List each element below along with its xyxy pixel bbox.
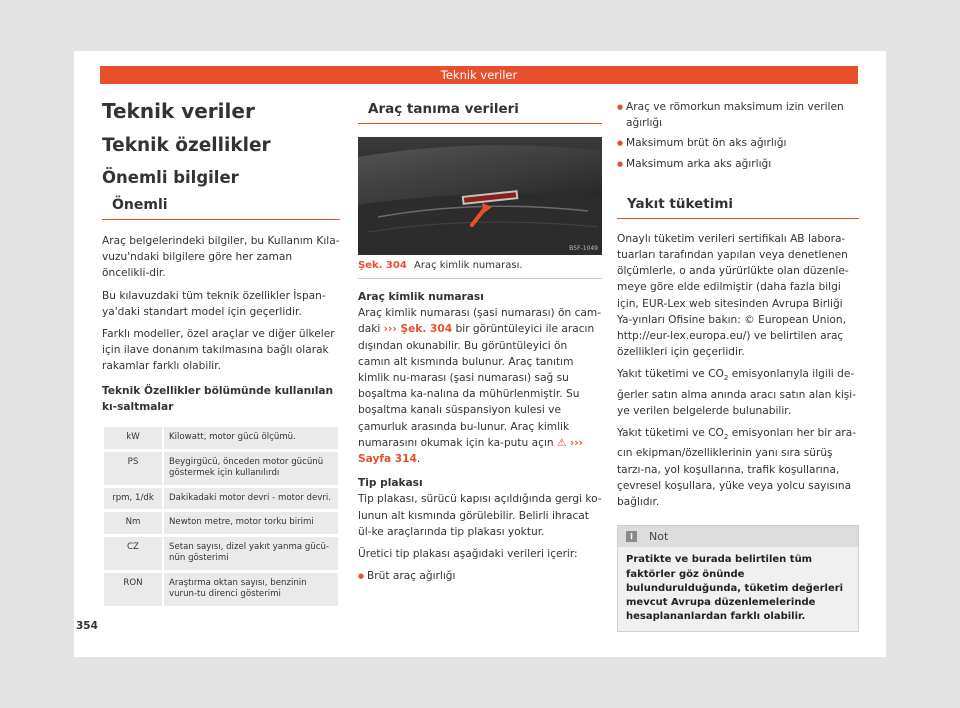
- vin-text-b: bir görüntüleyici ile aracın dışından okunabilir. Bu görüntüleyici ön camın alt kısmında bulunur. Araç tanıtım kimlik nu-marası (şasi numarası) sağ su boşaltma ka-nalına da mühürlenmiştir. Su boşaltma kanalı süspansiyon kulesi ve çamurluk arasında bu-lunur. Araç kimlik numarasını okumak için ka-putu açın: [358, 323, 595, 449]
- tip-paragraph-2: Üretici tip plakası aşağıdaki verileri içerir:: [358, 548, 578, 561]
- vin-figure: [358, 137, 602, 255]
- table-row: [103, 486, 339, 511]
- table-row: [103, 571, 339, 607]
- manual-page: [74, 51, 886, 657]
- abbrev-key: RON: [103, 571, 163, 607]
- title-h3: Önemli bilgiler: [102, 168, 239, 187]
- vin-text-a: Araç kimlik numarası (şasi numarası) ön cam-daki: [358, 307, 602, 336]
- abbrev-value: Dakikadaki motor devri - motor devri.: [163, 486, 339, 511]
- period: .: [416, 453, 421, 466]
- co2-subscript: 2: [723, 374, 729, 383]
- paragraph: Bu kılavuzdaki tüm teknik özellikler İspan-ya'daki standart model için geçerlidir.: [102, 289, 326, 318]
- note-text: Pratikte ve burada belirtilen tüm faktörler göz önünde bulundurulduğunda, tüketim değerleri mevcut Avrupa düzenlemelerinde hesaplananlardan farklı olabilir.: [618, 547, 858, 630]
- figure-link[interactable]: ››› Şek. 304: [383, 323, 453, 336]
- abbrev-value: Araştırma oktan sayısı, benzinin vurun-tu direnci gösterimi: [163, 571, 339, 607]
- abbrev-key: PS: [103, 450, 163, 486]
- list-item: ● Araç ve römorkun maksimum izin verilen ağırlığı: [617, 99, 859, 131]
- p3-text-b: emisyonları her bir ara-cın ekipman/özelliklerinin yanı sıra sürüş tarzı-na, yol koşullarına, trafik koşullarına, çevresel koşullara, yüke veya yolcu sayısına bağlıdır.: [617, 427, 857, 509]
- list-item: ● Brüt araç ağırlığı: [358, 568, 602, 584]
- abbrev-value: Beygirgücü, önceden motor gücünü göstermek için kullanılırdı: [163, 450, 339, 486]
- note-header: [618, 526, 858, 547]
- table-row: [103, 535, 339, 571]
- abbrev-value: Newton metre, motor torku birimi: [163, 511, 339, 536]
- paragraph: Onaylı tüketim verileri sertifikalı AB labora-tuarları tarafından yapılan veya denetlenen ölçümlerle, o anda yürürlükte olan düzenle-meye göre elde edilmiştir (daha fazla bilgi için, EUR-Lex web sitesinden Avrupa Birliği Ya-yınları Ofisine bakın: © European Union, http://eur-lex.europa.eu/) ve belirtilen araç özellikleri için geçerlidir.: [617, 232, 849, 359]
- section-title-vehicle-id: Araç tanıma verileri: [358, 101, 602, 124]
- vin-paragraph: [358, 305, 602, 467]
- paragraph: [617, 366, 859, 419]
- list-item: ● Maksimum brüt ön aks ağırlığı: [617, 135, 859, 151]
- paragraph: Farklı modeller, özel araçlar ve diğer ülkeler için ilave donanım takılmasına bağlı olarak rakamlar farklı olabilir.: [102, 328, 335, 373]
- figure-caption: [358, 260, 602, 279]
- title-h1: Teknik veriler: [102, 99, 255, 123]
- info-icon: i: [626, 531, 637, 542]
- table-title: Teknik Özellikler bölümünde kullanılan kı-saltmalar: [102, 384, 334, 413]
- page-number: 354: [76, 620, 98, 632]
- column-left: [102, 95, 340, 609]
- bullet-list: [617, 99, 859, 172]
- abbrev-key: CZ: [103, 535, 163, 571]
- tip-heading: Tip plakası: [358, 477, 423, 490]
- paragraph: Araç belgelerindeki bilgiler, bu Kullanım Kıla-vuzu'ndaki bilgilere göre her zaman öncelikli-dir.: [102, 235, 340, 280]
- column-right: [617, 95, 859, 632]
- abbrev-key: rpm, 1/dk: [103, 486, 163, 511]
- abbreviation-table: [102, 424, 340, 609]
- p3-text-a: Yakıt tüketimi ve CO: [617, 427, 724, 440]
- table-row: [103, 450, 339, 486]
- page-link[interactable]: ››› Sayfa 314: [358, 436, 583, 466]
- windshield-illustration: [358, 137, 602, 255]
- abbrev-value: Setan sayısı, dizel yakıt yanma gücü-nün gösterimi: [163, 535, 339, 571]
- caption-number: Şek. 304: [358, 260, 407, 271]
- note-box: [617, 525, 859, 631]
- column-middle: [358, 95, 602, 584]
- title-h4: Önemli: [102, 197, 340, 220]
- co2-subscript: 2: [723, 433, 729, 442]
- table-row: [103, 426, 339, 451]
- title-h2: Teknik özellikler: [102, 135, 271, 156]
- list-item: ● Maksimum arka aks ağırlığı: [617, 156, 859, 172]
- caption-text: Araç kimlik numarası.: [413, 260, 523, 271]
- tip-paragraph: Tip plakası, sürücü kapısı açıldığında gergi ko-lunun alt kısmında görülebilir. Belirli ihracat ül-ke araçlarında tip plakası yoktur.: [358, 493, 602, 538]
- section-title-fuel: Yakıt tüketimi: [617, 196, 859, 219]
- page-header: Teknik veriler: [100, 66, 858, 84]
- abbrev-value: Kilowatt, motor gücü ölçümü.: [163, 426, 339, 451]
- vin-heading: Araç kimlik numarası: [358, 291, 484, 303]
- abbrev-key: kW: [103, 426, 163, 451]
- figure-code: B5F-1049: [569, 245, 598, 252]
- p2-text-a: Yakıt tüketimi ve CO: [617, 368, 724, 381]
- warning-icon: ⚠: [556, 436, 567, 449]
- paragraph: [617, 425, 859, 510]
- abbrev-key: Nm: [103, 511, 163, 536]
- table-row: [103, 511, 339, 536]
- note-label: Not: [649, 530, 669, 544]
- p2-text-b: emisyonlarıyla ilgili de-ğerler satın alma anında aracı satın alan kişi-ye verilen belgelerde bulunabilir.: [617, 368, 857, 417]
